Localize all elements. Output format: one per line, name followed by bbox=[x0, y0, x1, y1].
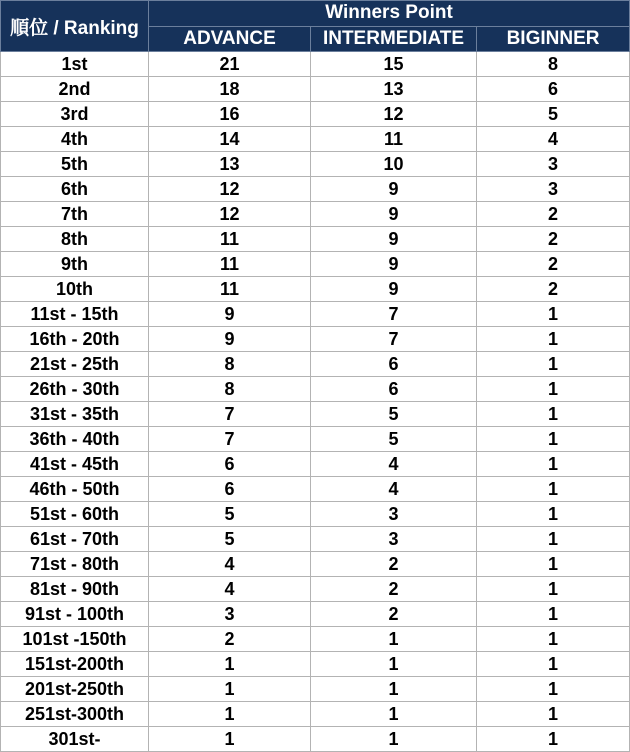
intermediate-points-cell: 4 bbox=[311, 477, 477, 502]
advance-points-cell: 5 bbox=[149, 527, 311, 552]
beginner-points-cell: 1 bbox=[477, 702, 630, 727]
table-row bbox=[1, 327, 630, 352]
advance-points-cell: 18 bbox=[149, 77, 311, 102]
advance-points-cell: 1 bbox=[149, 727, 311, 752]
table-row bbox=[1, 727, 630, 752]
intermediate-points-cell: 7 bbox=[311, 327, 477, 352]
rank-cell: 81st - 90th bbox=[1, 577, 149, 602]
table-row bbox=[1, 427, 630, 452]
beginner-points-cell: 2 bbox=[477, 202, 630, 227]
beginner-points-cell: 1 bbox=[477, 302, 630, 327]
intermediate-points-cell: 9 bbox=[311, 202, 477, 227]
rank-cell: 251st-300th bbox=[1, 702, 149, 727]
intermediate-points-cell: 12 bbox=[311, 102, 477, 127]
rank-cell: 10th bbox=[1, 277, 149, 302]
rank-cell: 1st bbox=[1, 52, 149, 77]
beginner-points-cell: 1 bbox=[477, 477, 630, 502]
rank-cell: 91st - 100th bbox=[1, 602, 149, 627]
advance-points-cell: 7 bbox=[149, 402, 311, 427]
intermediate-points-cell: 9 bbox=[311, 252, 477, 277]
advance-points-cell: 11 bbox=[149, 227, 311, 252]
beginner-points-cell: 1 bbox=[477, 652, 630, 677]
table-row bbox=[1, 252, 630, 277]
intermediate-points-cell: 9 bbox=[311, 277, 477, 302]
advance-points-cell: 1 bbox=[149, 677, 311, 702]
intermediate-points-cell: 2 bbox=[311, 577, 477, 602]
rank-cell: 26th - 30th bbox=[1, 377, 149, 402]
beginner-points-cell: 1 bbox=[477, 327, 630, 352]
table-row bbox=[1, 702, 630, 727]
beginner-points-cell: 6 bbox=[477, 77, 630, 102]
advance-points-cell: 12 bbox=[149, 202, 311, 227]
beginner-points-cell: 4 bbox=[477, 127, 630, 152]
advance-points-cell: 7 bbox=[149, 427, 311, 452]
table-row bbox=[1, 527, 630, 552]
advance-points-cell: 3 bbox=[149, 602, 311, 627]
rank-cell: 5th bbox=[1, 152, 149, 177]
intermediate-points-cell: 1 bbox=[311, 652, 477, 677]
advance-points-cell: 11 bbox=[149, 277, 311, 302]
rank-cell: 151st-200th bbox=[1, 652, 149, 677]
rank-cell: 46th - 50th bbox=[1, 477, 149, 502]
intermediate-points-cell: 10 bbox=[311, 152, 477, 177]
table-row bbox=[1, 127, 630, 152]
table-row bbox=[1, 352, 630, 377]
intermediate-points-cell: 4 bbox=[311, 452, 477, 477]
rank-cell: 11st - 15th bbox=[1, 302, 149, 327]
ranking-column-header: 順位 / Ranking bbox=[1, 1, 149, 52]
table-row bbox=[1, 377, 630, 402]
intermediate-points-cell: 7 bbox=[311, 302, 477, 327]
beginner-points-cell: 3 bbox=[477, 177, 630, 202]
rank-cell: 7th bbox=[1, 202, 149, 227]
table-row bbox=[1, 227, 630, 252]
beginner-points-cell: 1 bbox=[477, 377, 630, 402]
beginner-points-cell: 1 bbox=[477, 577, 630, 602]
intermediate-points-cell: 13 bbox=[311, 77, 477, 102]
advance-points-cell: 4 bbox=[149, 577, 311, 602]
rank-cell: 201st-250th bbox=[1, 677, 149, 702]
rank-cell: 8th bbox=[1, 227, 149, 252]
beginner-points-cell: 1 bbox=[477, 677, 630, 702]
rank-cell: 16th - 20th bbox=[1, 327, 149, 352]
intermediate-points-cell: 9 bbox=[311, 177, 477, 202]
advance-points-cell: 8 bbox=[149, 352, 311, 377]
advance-points-cell: 1 bbox=[149, 702, 311, 727]
beginner-points-cell: 5 bbox=[477, 102, 630, 127]
table-row bbox=[1, 502, 630, 527]
rank-cell: 61st - 70th bbox=[1, 527, 149, 552]
intermediate-points-cell: 1 bbox=[311, 677, 477, 702]
intermediate-points-cell: 15 bbox=[311, 52, 477, 77]
table-row bbox=[1, 677, 630, 702]
beginner-points-cell: 3 bbox=[477, 152, 630, 177]
beginner-points-cell: 1 bbox=[477, 427, 630, 452]
advance-points-cell: 9 bbox=[149, 302, 311, 327]
beginner-points-cell: 1 bbox=[477, 552, 630, 577]
advance-points-cell: 6 bbox=[149, 477, 311, 502]
rank-cell: 51st - 60th bbox=[1, 502, 149, 527]
rank-cell: 31st - 35th bbox=[1, 402, 149, 427]
advance-points-cell: 21 bbox=[149, 52, 311, 77]
intermediate-points-cell: 1 bbox=[311, 727, 477, 752]
intermediate-points-cell: 2 bbox=[311, 602, 477, 627]
table-row bbox=[1, 402, 630, 427]
intermediate-points-cell: 1 bbox=[311, 702, 477, 727]
rank-cell: 4th bbox=[1, 127, 149, 152]
table-body bbox=[1, 52, 630, 752]
table-row bbox=[1, 177, 630, 202]
table-row bbox=[1, 102, 630, 127]
table-row bbox=[1, 452, 630, 477]
advance-points-cell: 2 bbox=[149, 627, 311, 652]
intermediate-points-cell: 3 bbox=[311, 527, 477, 552]
intermediate-points-cell: 6 bbox=[311, 377, 477, 402]
rank-cell: 301st- bbox=[1, 727, 149, 752]
rank-cell: 71st - 80th bbox=[1, 552, 149, 577]
advance-points-cell: 8 bbox=[149, 377, 311, 402]
beginner-points-cell: 1 bbox=[477, 352, 630, 377]
advance-points-cell: 12 bbox=[149, 177, 311, 202]
beginner-points-cell: 1 bbox=[477, 602, 630, 627]
table-row bbox=[1, 552, 630, 577]
intermediate-points-cell: 2 bbox=[311, 552, 477, 577]
table-row bbox=[1, 577, 630, 602]
intermediate-points-cell: 3 bbox=[311, 502, 477, 527]
table-row bbox=[1, 202, 630, 227]
table-row bbox=[1, 627, 630, 652]
advance-points-cell: 9 bbox=[149, 327, 311, 352]
rank-cell: 9th bbox=[1, 252, 149, 277]
table-row bbox=[1, 302, 630, 327]
intermediate-points-cell: 9 bbox=[311, 227, 477, 252]
advance-points-cell: 11 bbox=[149, 252, 311, 277]
rank-cell: 6th bbox=[1, 177, 149, 202]
table-row bbox=[1, 652, 630, 677]
intermediate-column-header: INTERMEDIATE bbox=[311, 26, 477, 52]
table-row bbox=[1, 152, 630, 177]
beginner-points-cell: 2 bbox=[477, 227, 630, 252]
advance-points-cell: 16 bbox=[149, 102, 311, 127]
advance-points-cell: 4 bbox=[149, 552, 311, 577]
table-header bbox=[1, 1, 630, 52]
beginner-points-cell: 2 bbox=[477, 252, 630, 277]
beginner-points-cell: 2 bbox=[477, 277, 630, 302]
intermediate-points-cell: 6 bbox=[311, 352, 477, 377]
rank-cell: 3rd bbox=[1, 102, 149, 127]
rank-cell: 101st -150th bbox=[1, 627, 149, 652]
table-row bbox=[1, 77, 630, 102]
advance-points-cell: 5 bbox=[149, 502, 311, 527]
rank-cell: 36th - 40th bbox=[1, 427, 149, 452]
rank-cell: 41st - 45th bbox=[1, 452, 149, 477]
intermediate-points-cell: 5 bbox=[311, 402, 477, 427]
rank-cell: 21st - 25th bbox=[1, 352, 149, 377]
advance-points-cell: 13 bbox=[149, 152, 311, 177]
intermediate-points-cell: 5 bbox=[311, 427, 477, 452]
header-row-group bbox=[1, 1, 630, 27]
advance-points-cell: 1 bbox=[149, 652, 311, 677]
beginner-points-cell: 1 bbox=[477, 402, 630, 427]
rank-cell: 2nd bbox=[1, 77, 149, 102]
table-row bbox=[1, 52, 630, 77]
intermediate-points-cell: 1 bbox=[311, 627, 477, 652]
beginner-points-cell: 1 bbox=[477, 452, 630, 477]
beginner-points-cell: 1 bbox=[477, 727, 630, 752]
beginner-column-header: BIGINNER bbox=[477, 26, 630, 52]
winners-point-group-header: Winners Point bbox=[149, 1, 630, 27]
advance-column-header: ADVANCE bbox=[149, 26, 311, 52]
table-row bbox=[1, 602, 630, 627]
table-row bbox=[1, 477, 630, 502]
beginner-points-cell: 8 bbox=[477, 52, 630, 77]
beginner-points-cell: 1 bbox=[477, 527, 630, 552]
advance-points-cell: 14 bbox=[149, 127, 311, 152]
table-row bbox=[1, 277, 630, 302]
advance-points-cell: 6 bbox=[149, 452, 311, 477]
intermediate-points-cell: 11 bbox=[311, 127, 477, 152]
beginner-points-cell: 1 bbox=[477, 502, 630, 527]
beginner-points-cell: 1 bbox=[477, 627, 630, 652]
